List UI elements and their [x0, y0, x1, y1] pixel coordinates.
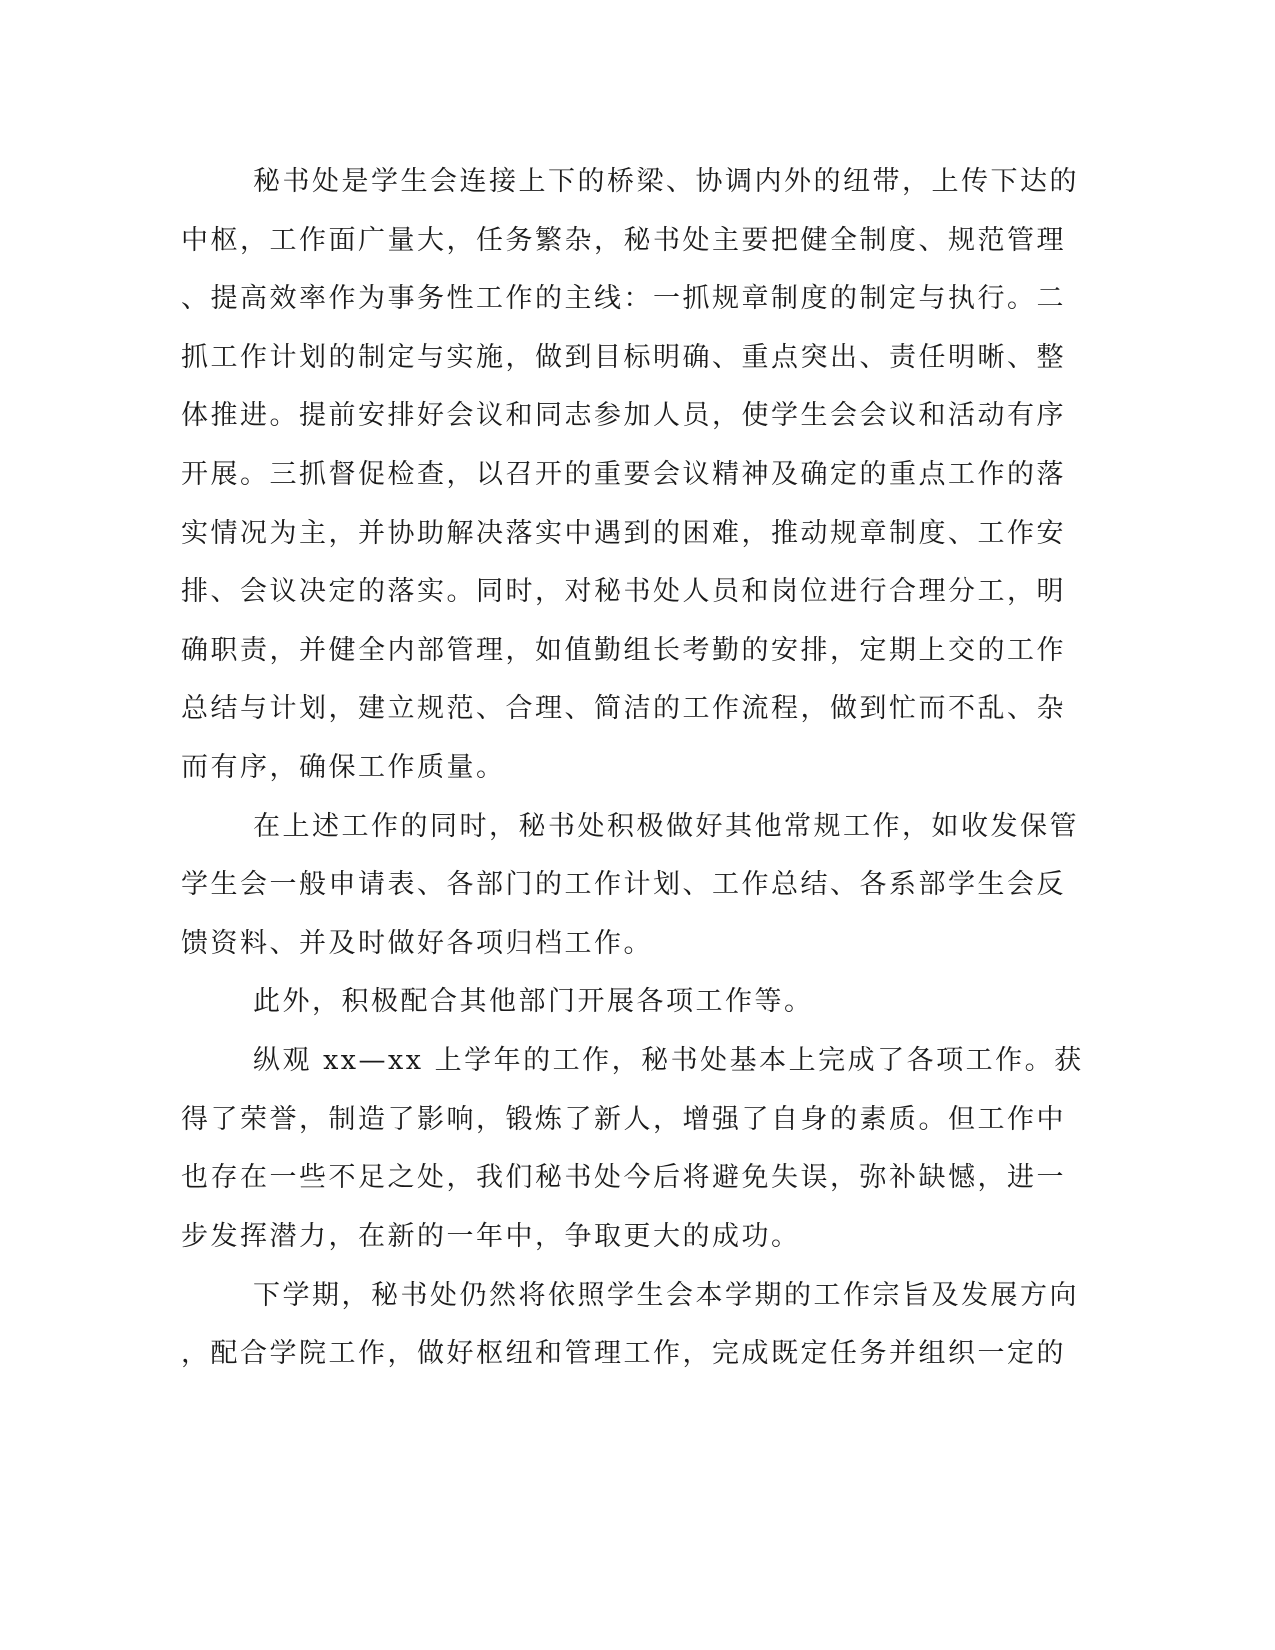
paragraph-1-line-4: 抓工作计划的制定与实施，做到目标明确、重点突出、责任明晰、整	[181, 342, 1066, 373]
paragraph-1-line-3: 、提高效率作为事务性工作的主线：一抓规章制度的制定与执行。二	[181, 283, 1066, 314]
paragraph-1-line-8: 排、会议决定的落实。同时，对秘书处人员和岗位进行合理分工，明	[181, 576, 1066, 607]
paragraph-1-line-6: 开展。三抓督促检查，以召开的重要会议精神及确定的重点工作的落	[181, 459, 1066, 490]
paragraph-4-line-3: 也存在一些不足之处，我们秘书处今后将避免失误，弥补缺憾，进一	[181, 1162, 1066, 1193]
paragraph-4-line-4: 步发挥潜力，在新的一年中，争取更大的成功。	[181, 1221, 801, 1252]
paragraph-1-line-9: 确职责，并健全内部管理，如值勤组长考勤的安排，定期上交的工作	[181, 635, 1066, 666]
paragraph-1-line-7: 实情况为主，并协助解决落实中遇到的困难，推动规章制度、工作安	[181, 518, 1066, 549]
paragraph-1-line-11: 而有序，确保工作质量。	[181, 752, 506, 783]
paragraph-3-line-1: 此外，积极配合其他部门开展各项工作等。	[253, 986, 814, 1017]
paragraph-1-line-1: 秘书处是学生会连接上下的桥梁、协调内外的纽带，上传下达的	[253, 166, 1079, 197]
paragraph-4-line-2: 得了荣誉，制造了影响，锻炼了新人，增强了自身的素质。但工作中	[181, 1104, 1066, 1135]
paragraph-5-line-1: 下学期，秘书处仍然将依照学生会本学期的工作宗旨及发展方向	[253, 1280, 1079, 1311]
paragraph-1-line-2: 中枢，工作面广量大，任务繁杂，秘书处主要把健全制度、规范管理	[181, 225, 1066, 256]
paragraph-2-line-2: 学生会一般申请表、各部门的工作计划、工作总结、各系部学生会反	[181, 869, 1066, 900]
paragraph-2-line-3: 馈资料、并及时做好各项归档工作。	[181, 928, 653, 959]
paragraph-4-line-1: 纵观 xx—xx 上学年的工作，秘书处基本上完成了各项工作。获	[253, 1045, 1084, 1076]
paragraph-1-line-5: 体推进。提前安排好会议和同志参加人员，使学生会会议和活动有序	[181, 400, 1066, 431]
paragraph-2-line-1: 在上述工作的同时，秘书处积极做好其他常规工作，如收发保管	[253, 811, 1079, 842]
paragraph-1-line-10: 总结与计划，建立规范、合理、简洁的工作流程，做到忙而不乱、杂	[181, 693, 1066, 724]
paragraph-5-line-2: ，配合学院工作，做好枢纽和管理工作，完成既定任务并组织一定的	[181, 1338, 1066, 1369]
